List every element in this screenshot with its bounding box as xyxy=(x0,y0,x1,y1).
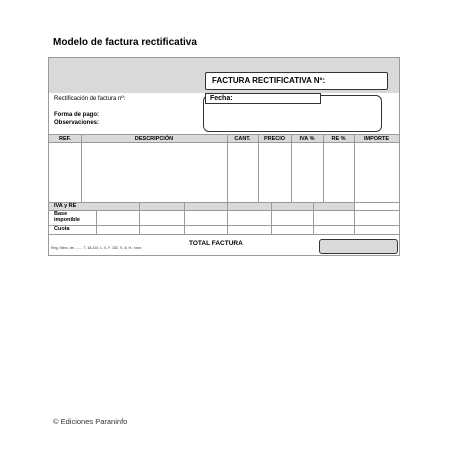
divider xyxy=(49,202,399,203)
iva-re-label: IVA y RE xyxy=(54,203,77,209)
col-ref: REF. xyxy=(59,136,71,142)
divider xyxy=(323,134,324,202)
column-header-row xyxy=(49,134,399,143)
divider xyxy=(258,134,259,202)
mercantile-registry-text: Reg. Merc. de......... T. 18.210, L. 0, F. 152, S. 8, H.: xxxx xyxy=(51,246,142,250)
divider xyxy=(313,202,314,234)
rectification-label: Rectificación de factura nº: xyxy=(54,96,126,102)
divider xyxy=(291,134,292,202)
col-cant: CANT. xyxy=(234,136,251,142)
divider xyxy=(139,202,140,234)
divider xyxy=(354,202,355,234)
divider xyxy=(96,210,97,234)
total-invoice-field[interactable] xyxy=(319,239,398,254)
divider xyxy=(49,234,399,235)
col-re: RE % xyxy=(331,136,346,142)
page-title: Modelo de factura rectificativa xyxy=(53,37,197,48)
payment-method-label: Forma de pago: xyxy=(54,112,100,118)
divider xyxy=(184,202,185,234)
divider xyxy=(49,225,399,226)
copyright-text: © Ediciones Paraninfo xyxy=(53,417,128,426)
divider xyxy=(227,134,228,202)
col-precio: PRECIO xyxy=(263,136,286,142)
invoice-number-field[interactable]: FACTURA RECTIFICATIVA Nº: xyxy=(205,72,388,90)
col-importe: IMPORTE xyxy=(363,136,390,142)
total-invoice-label: TOTAL FACTURA xyxy=(189,240,243,247)
observations-label: Observaciones: xyxy=(54,120,100,126)
col-descripcion: DESCRIPCIÓN xyxy=(134,136,174,142)
base-imponible-label: Base imponible xyxy=(54,211,80,223)
date-field[interactable]: Fecha: xyxy=(205,93,321,104)
cuota-label: Cuota xyxy=(54,226,70,232)
divider xyxy=(271,202,272,234)
divider xyxy=(227,202,228,234)
divider xyxy=(354,134,355,202)
col-iva: IVA % xyxy=(299,136,315,142)
divider xyxy=(81,134,82,202)
divider xyxy=(49,210,399,211)
iva-re-band xyxy=(49,202,354,210)
invoice-form xyxy=(48,57,400,256)
